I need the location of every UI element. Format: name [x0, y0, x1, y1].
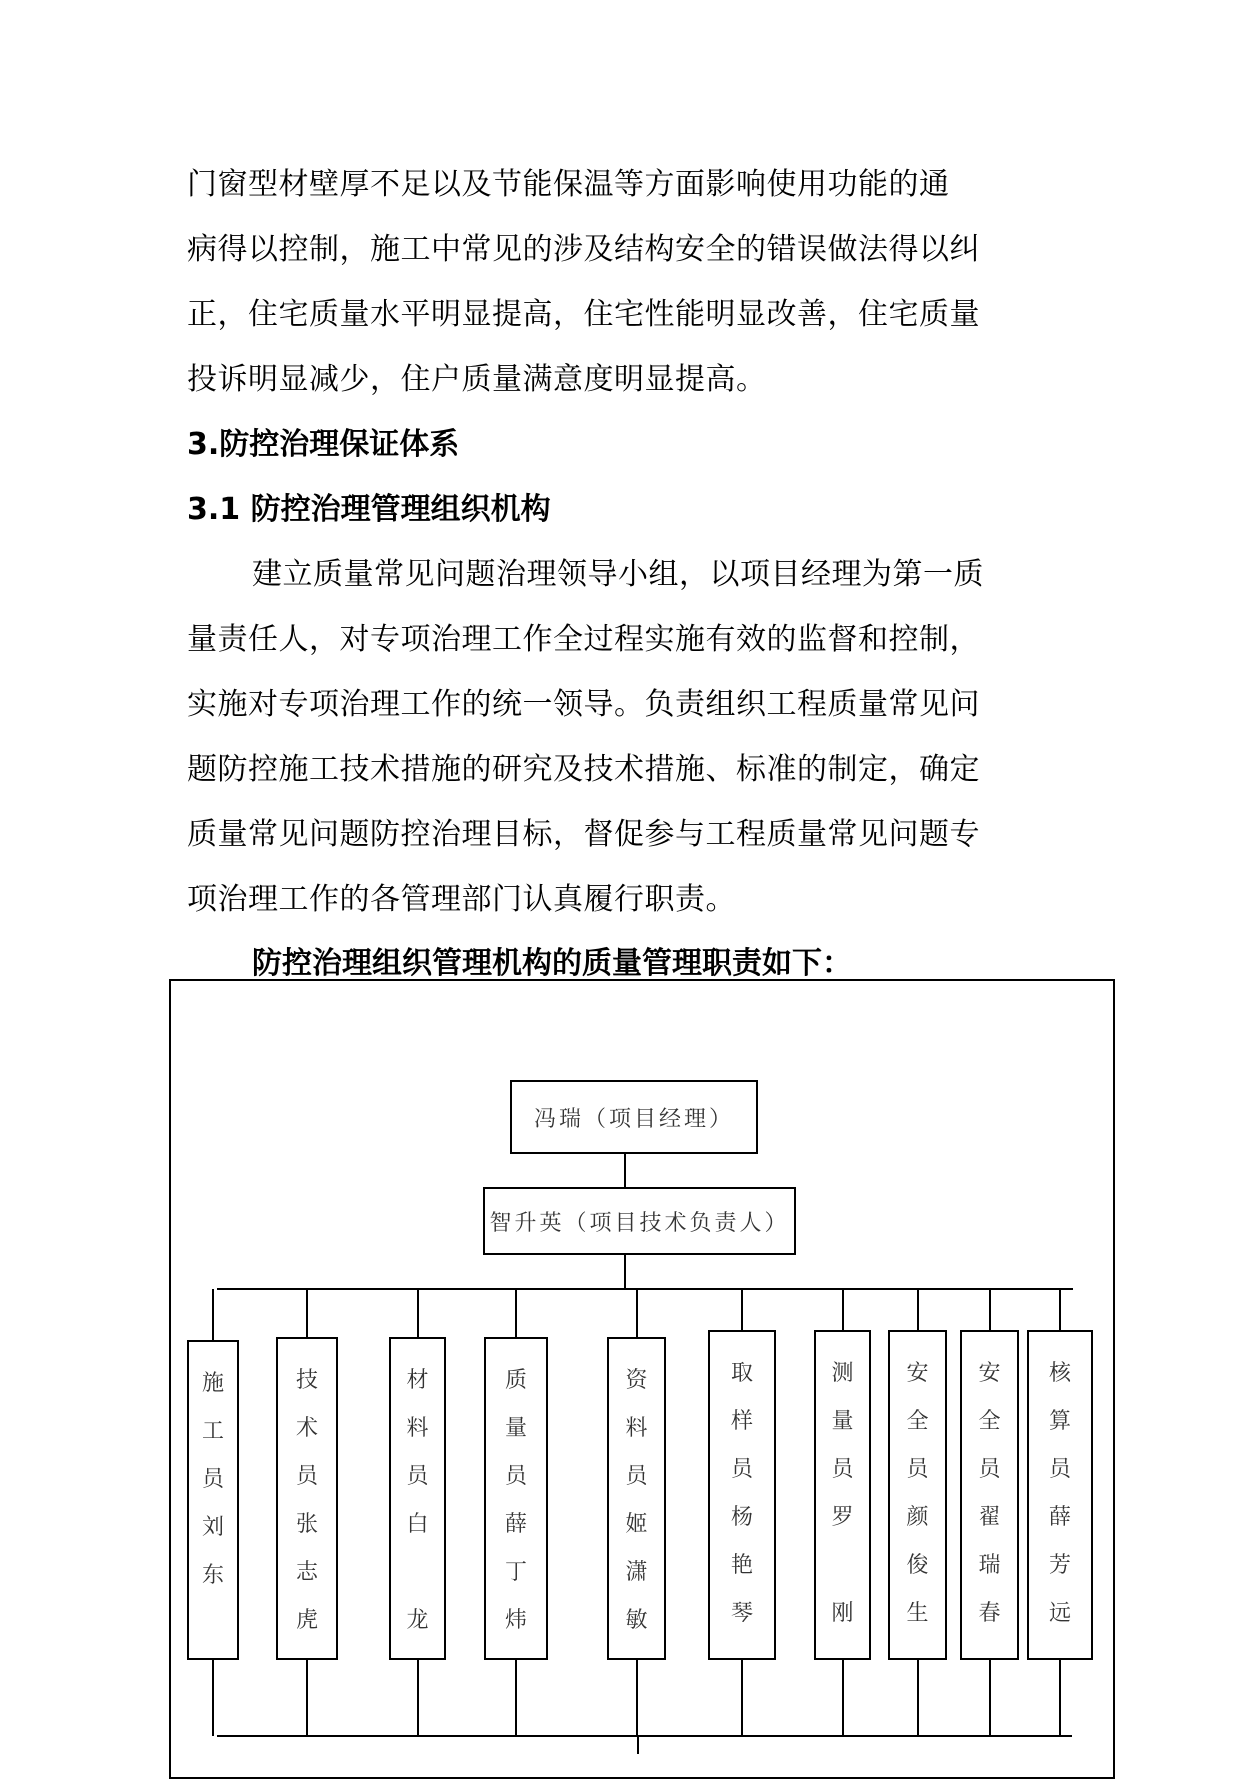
connector-line: [212, 1289, 214, 1340]
org-member-char: 施: [201, 1371, 224, 1396]
org-member-char: 技: [295, 1368, 318, 1393]
org-member-char: 员: [906, 1457, 929, 1482]
org-member-char: 张: [295, 1512, 318, 1537]
connector-line: [1059, 1289, 1061, 1330]
connector-line: [515, 1289, 517, 1337]
org-member-char: 工: [201, 1419, 224, 1444]
org-member-char: 取: [730, 1361, 753, 1386]
org-box-project-manager: 冯瑞（项目经理）: [510, 1080, 758, 1154]
paragraph2-line-4: 题防控施工技术措施的研究及技术措施、标准的制定，确定: [187, 752, 980, 787]
org-member-char: 艳: [730, 1553, 753, 1578]
org-member-char: 全: [978, 1409, 1001, 1434]
connector-line: [842, 1660, 844, 1736]
connector-line: [624, 1154, 626, 1187]
paragraph2-line-1: 建立质量常见问题治理领导小组，以项目经理为第一质: [252, 557, 984, 592]
org-member-char: 罗: [831, 1505, 854, 1530]
org-member-char: 员: [625, 1464, 648, 1489]
org-member-char: 员: [831, 1457, 854, 1482]
org-member-char: 姬: [625, 1512, 648, 1537]
connector-line: [917, 1289, 919, 1330]
org-member-char: 潇: [625, 1560, 648, 1585]
org-member-char: 员: [201, 1467, 224, 1492]
org-member-char: 敏: [625, 1608, 648, 1633]
org-member-char: 员: [978, 1457, 1001, 1482]
org-member-char: 翟: [978, 1505, 1001, 1530]
connector-line: [636, 1289, 638, 1337]
org-member-char: 春: [978, 1601, 1001, 1626]
connector-line: [989, 1660, 991, 1736]
org-member-char: 志: [295, 1560, 318, 1585]
org-member-char: 炜: [504, 1608, 527, 1633]
org-member-box: [1027, 1330, 1093, 1660]
paragraph1-line-1: 门窗型材壁厚不足以及节能保温等方面影响使用功能的通: [187, 167, 950, 202]
connector-line: [917, 1660, 919, 1736]
org-member-char: 远: [1048, 1601, 1071, 1626]
org-member-char: 材: [406, 1368, 429, 1393]
org-member-char: 量: [504, 1416, 527, 1441]
org-member-char: 安: [906, 1361, 929, 1386]
connector-line: [636, 1660, 638, 1736]
org-member-char: 芳: [1048, 1553, 1071, 1578]
section-heading-3-1: 3.1 防控治理管理组织机构: [187, 492, 551, 527]
connector-line: [306, 1289, 308, 1337]
connector-line: [741, 1660, 743, 1736]
org-member-char: 员: [406, 1464, 429, 1489]
org-member-char: 料: [625, 1416, 648, 1441]
org-bottom-stem-line: [637, 1735, 639, 1754]
org-member-box: [888, 1330, 947, 1660]
connector-line: [842, 1289, 844, 1330]
org-member-char: 量: [831, 1409, 854, 1434]
org-member-char: 龙: [406, 1608, 429, 1633]
org-member-char: 瑞: [978, 1553, 1001, 1578]
paragraph1-line-3: 正，住宅质量水平明显提高，住宅性能明显改善，住宅质量: [187, 297, 980, 332]
connector-line: [417, 1660, 419, 1736]
org-member-char: 资: [625, 1368, 648, 1393]
connector-line: [741, 1289, 743, 1330]
connector-line: [212, 1660, 214, 1736]
org-member-char: 东: [201, 1563, 224, 1588]
paragraph2-line-2: 量责任人，对专项治理工作全过程实施有效的监督和控制，: [187, 622, 980, 657]
org-chart-caption: 防控治理组织管理机构的质量管理职责如下：: [252, 946, 852, 981]
org-member-char: 核: [1048, 1361, 1071, 1386]
connector-line: [989, 1289, 991, 1330]
org-member-char: 刚: [831, 1601, 854, 1626]
org-member-char: 虎: [295, 1608, 318, 1633]
org-member-box: [607, 1337, 666, 1660]
org-member-char: 白: [406, 1512, 429, 1537]
org-member-char: 颜: [906, 1505, 929, 1530]
org-member-char: 料: [406, 1416, 429, 1441]
connector-line: [624, 1255, 626, 1289]
org-member-char: 生: [906, 1601, 929, 1626]
connector-line: [515, 1660, 517, 1736]
org-member-box: [389, 1337, 446, 1660]
org-top-bus-line: [217, 1288, 1073, 1290]
org-member-box: [960, 1330, 1019, 1660]
org-member-char: 薛: [1048, 1505, 1071, 1530]
org-member-char: 琴: [730, 1601, 753, 1626]
org-member-char: 算: [1048, 1409, 1071, 1434]
org-member-box: [484, 1337, 548, 1660]
org-member-char: 丁: [504, 1560, 527, 1585]
org-bottom-bus-line: [217, 1735, 1072, 1737]
org-member-char: 员: [730, 1457, 753, 1482]
org-member-char: 全: [906, 1409, 929, 1434]
org-member-char: 员: [295, 1464, 318, 1489]
paragraph1-line-4: 投诉明显减少，住户质量满意度明显提高。: [187, 362, 767, 397]
org-member-box: [187, 1340, 239, 1660]
paragraph1-line-2: 病得以控制，施工中常见的涉及结构安全的错误做法得以纠: [187, 232, 980, 267]
paragraph2-line-3: 实施对专项治理工作的统一领导。负责组织工程质量常见问: [187, 687, 980, 722]
org-member-char: 杨: [730, 1505, 753, 1530]
org-member-char: 安: [978, 1361, 1001, 1386]
org-member-char: 俊: [906, 1553, 929, 1578]
paragraph2-line-5: 质量常见问题防控治理目标，督促参与工程质量常见问题专: [187, 817, 980, 852]
connector-line: [1059, 1660, 1061, 1736]
org-member-box: [276, 1337, 338, 1660]
org-member-char: 质: [504, 1368, 527, 1393]
org-member-box: [708, 1330, 776, 1660]
org-member-box: [814, 1330, 871, 1660]
org-member-char: 样: [730, 1409, 753, 1434]
org-member-char: 术: [295, 1416, 318, 1441]
connector-line: [306, 1660, 308, 1736]
section-heading-3: 3.防控治理保证体系: [187, 427, 460, 462]
org-member-char: 刘: [201, 1515, 224, 1540]
org-box-tech-lead: 智升英（项目技术负责人）: [483, 1187, 796, 1255]
connector-line: [417, 1289, 419, 1337]
org-member-char: 员: [504, 1464, 527, 1489]
org-member-char: 员: [1048, 1457, 1071, 1482]
org-member-char: 测: [831, 1361, 854, 1386]
paragraph2-line-6: 项治理工作的各管理部门认真履行职责。: [187, 882, 736, 917]
org-member-char: 薛: [504, 1512, 527, 1537]
